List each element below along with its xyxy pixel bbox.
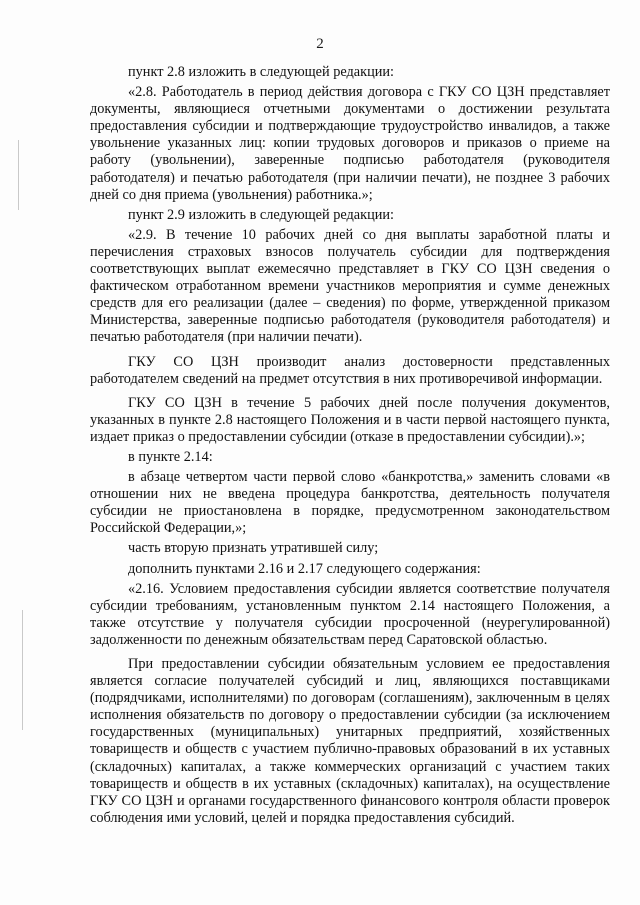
paragraph: дополнить пунктами 2.16 и 2.17 следующего содержания:: [128, 560, 481, 577]
paragraph: При предоставлении субсидии обязательным условием ее предоставления является согласие получателей субсидий и лиц, являющихся поставщиками (подрядчиками, исполнителями) по договорам (соглашениям), заключенным в целях исполнения обязательств по договору о предоставлении субсидии (за исключением государственных (муниципальных) унитарных предприятий, хозяйственных товариществ и обществ с участием публично-правовых образований в их уставных (складочных) капиталах, а также коммерческих организаций с участием таких товариществ и обществ в их уставных (складочных) капиталах), на осуществление ГКУ СО ЦЗН и органами государственного финансового контроля области проверок соблюдения ими условий, целей и порядка предоставления субсидий.: [90, 656, 610, 826]
document-body: [90, 64, 610, 830]
paragraph: «2.8. Работодатель в период действия договора с ГКУ СО ЦЗН представляет документы, являющиеся отчетными документами о достижении результата предоставления субсидии и подтверждающие трудоустройство инвалидов, а также увольнение указанных лиц: копии трудовых договоров и приказов о приеме на работу (увольнении), заверенные подписью работодателя (руководителя работодателя) и печатью работодателя (при наличии печати), не позднее 3 рабочих дней со дня приема (увольнения) работника.»;: [90, 84, 610, 203]
paragraph: «2.16. Условием предоставления субсидии является соответствие получателя субсидии требованиям, установленным пунктом 2.14 настоящего Положения, а также отсутствие у получателя субсидии просроченной (неурегулированной) задолженности по денежным обязательствам перед Саратовской областью.: [90, 580, 610, 648]
paragraph: «2.9. В течение 10 рабочих дней со дня выплаты заработной платы и перечисления страховых взносов получатель субсидии для подтверждения соответствующих выплат ежемесячно представляет в ГКУ СО ЦЗН сведения о фактическом отработанном времени участников мероприятия и сумме денежных средств для его реализации (далее – сведения) по форме, утвержденной приказом Министерства, заверенные подписью работодателя (руководителя работодателя) и печатью работодателя (при наличии печати).: [90, 226, 610, 346]
paragraph: пункт 2.9 изложить в следующей редакции:: [128, 206, 395, 223]
scan-artifact-line: [18, 140, 19, 210]
page-number: 2: [316, 36, 324, 52]
paragraph: часть вторую признать утратившей силу;: [128, 540, 379, 557]
paragraph: ГКУ СО ЦЗН производит анализ достоверности представленных работодателем сведений на предмет отсутствия в них противоречивой информации.: [90, 353, 610, 387]
paragraph: ГКУ СО ЦЗН в течение 5 рабочих дней после получения документов, указанных в пункте 2.8 настоящего Положения и в части первой настоящего пункта, издает приказ о предоставлении субсидии (отказе в предоставлении субсидии).»;: [90, 394, 610, 445]
scan-artifact-line: [22, 610, 23, 730]
paragraph: в пункте 2.14:: [128, 448, 213, 465]
paragraph: пункт 2.8 изложить в следующей редакции:: [128, 64, 395, 80]
paragraph: в абзаце четвертом части первой слово «банкротства,» заменить словами «в отношении них не введена процедура банкротства, деятельность получателя субсидии не приостановлена в порядке, предусмотренном законодательством Российской Федерации,»;: [90, 469, 610, 537]
